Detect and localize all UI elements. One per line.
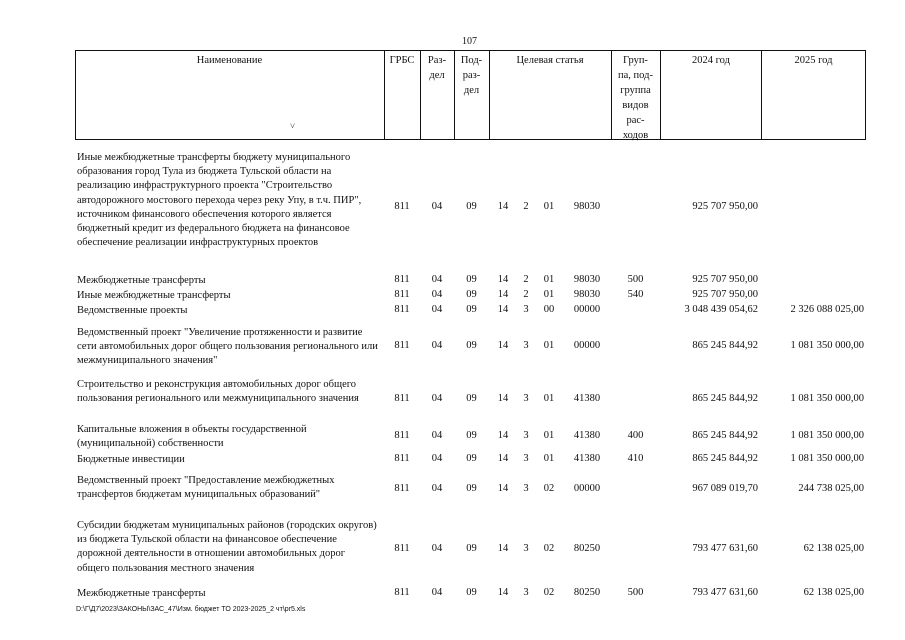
- cell-y2025: 62 138 025,00: [803, 543, 864, 554]
- cell-y2024: 865 245 844,92: [692, 340, 758, 351]
- cell-cs2: 3: [523, 430, 529, 441]
- cell-y2024: 865 245 844,92: [692, 430, 758, 441]
- cell-vr: 540: [627, 289, 644, 300]
- cell-grbs: 811: [394, 587, 410, 598]
- cell-rz: 04: [431, 274, 443, 285]
- cell-y2024: 793 477 631,60: [692, 543, 758, 554]
- cell-grbs: 811: [394, 201, 410, 212]
- cell-cs4: 98030: [573, 201, 601, 212]
- cell-vr: 500: [627, 274, 644, 285]
- cell-cs3: 01: [543, 453, 555, 464]
- header-bottom-border: [75, 139, 866, 140]
- cell-y2025: 1 081 350 000,00: [790, 430, 864, 441]
- cell-cs4: 98030: [573, 289, 601, 300]
- cell-rz: 04: [431, 201, 443, 212]
- cell-pr: 09: [466, 304, 477, 315]
- header-target: Целевая статья: [516, 55, 584, 66]
- cell-cs2: 3: [523, 543, 529, 554]
- cell-grbs: 811: [394, 453, 410, 464]
- cell-cs3: 01: [543, 274, 555, 285]
- cell-cs1: 14: [497, 340, 509, 351]
- row-name: Ведомственный проект "Предоставление межбюджетных трансфертов бюджетам муниципальных образований": [77, 475, 335, 501]
- cell-cs2: 3: [523, 340, 529, 351]
- header-mark: ˅: [290, 121, 296, 131]
- cell-rz: 04: [431, 393, 443, 404]
- cell-rz: 04: [431, 340, 443, 351]
- cell-cs3: 01: [543, 430, 555, 441]
- cell-pr: 09: [466, 274, 477, 285]
- cell-grbs: 811: [394, 289, 410, 300]
- cell-cs1: 14: [497, 201, 509, 212]
- cell-y2025: 2 326 088 025,00: [790, 304, 864, 315]
- cell-y2025: 1 081 350 000,00: [790, 340, 864, 351]
- row-name: Иные межбюджетные трансферты бюджету муниципального образования город Тула из бюджета Тульской области на реализацию инфраструктурного проекта "Строительство автодорожного мостового перехода через реку Упу, в т.ч. ПИР", источником финансового обеспечения которого является бюджетный кредит из федерального бюджета на финансовое обеспечение реализации инфраструктурных проектов: [77, 152, 362, 249]
- cell-y2024: 925 707 950,00: [692, 201, 758, 212]
- row-name: Межбюджетные трансферты: [77, 275, 206, 286]
- cell-cs4: 41380: [573, 453, 601, 464]
- cell-cs2: 3: [523, 393, 529, 404]
- cell-rz: 04: [431, 289, 443, 300]
- header-2025: 2025 год: [794, 55, 833, 66]
- cell-y2025: 62 138 025,00: [803, 587, 864, 598]
- table-header: [75, 50, 866, 140]
- cell-cs3: 01: [543, 340, 555, 351]
- cell-y2024: 3 048 439 054,62: [684, 304, 758, 315]
- cell-cs4: 98030: [573, 274, 601, 285]
- cell-pr: 09: [466, 430, 477, 441]
- cell-cs3: 02: [543, 543, 555, 554]
- cell-pr: 09: [466, 543, 477, 554]
- row-name: Межбюджетные трансферты: [77, 588, 206, 599]
- cell-cs2: 3: [523, 304, 529, 315]
- cell-grbs: 811: [394, 483, 410, 494]
- cell-cs4: 00000: [573, 304, 601, 315]
- cell-cs1: 14: [497, 304, 509, 315]
- file-path-footer: D:\Г\Д7\2023\ЗАКОНЫ\ЗАС_47\Изм. бюджет ТО 2023-2025_2 чт\pr5.xls: [76, 606, 306, 613]
- row-name: Строительство и реконструкция автомобильных дорог общего пользования регионального или межмуниципального значения: [77, 379, 359, 405]
- cell-cs2: 3: [523, 453, 529, 464]
- cell-rz: 04: [431, 483, 443, 494]
- cell-cs4: 80250: [573, 543, 601, 554]
- cell-rz: 04: [431, 543, 443, 554]
- cell-pr: 09: [466, 483, 477, 494]
- cell-rz: 04: [431, 304, 443, 315]
- cell-y2024: 925 707 950,00: [692, 289, 758, 300]
- header-group: Груп- па, под- группа видов рас- ходов: [618, 55, 653, 141]
- cell-cs1: 14: [497, 393, 509, 404]
- cell-cs1: 14: [497, 430, 509, 441]
- row-name: Бюджетные инвестиции: [77, 454, 185, 465]
- cell-cs3: 01: [543, 289, 555, 300]
- cell-cs4: 80250: [573, 587, 601, 598]
- cell-grbs: 811: [394, 393, 410, 404]
- cell-cs2: 3: [523, 483, 529, 494]
- cell-grbs: 811: [394, 543, 410, 554]
- cell-cs1: 14: [497, 453, 509, 464]
- cell-cs2: 2: [523, 274, 529, 285]
- cell-cs1: 14: [497, 543, 509, 554]
- header-name: Наименование: [196, 55, 263, 66]
- cell-cs3: 02: [543, 483, 555, 494]
- cell-pr: 09: [466, 587, 477, 598]
- cell-rz: 04: [431, 430, 443, 441]
- cell-cs3: 01: [543, 201, 555, 212]
- cell-cs1: 14: [497, 274, 509, 285]
- header-top-border: [75, 50, 866, 51]
- cell-grbs: 811: [394, 430, 410, 441]
- cell-pr: 09: [466, 340, 477, 351]
- row-name: Ведомственные проекты: [77, 305, 188, 316]
- cell-y2025: 1 081 350 000,00: [790, 393, 864, 404]
- cell-y2024: 865 245 844,92: [692, 453, 758, 464]
- cell-cs2: 2: [523, 201, 529, 212]
- header-podrazdel: Под- раз- дел: [460, 55, 483, 96]
- header-2024: 2024 год: [692, 55, 730, 66]
- cell-cs4: 00000: [573, 340, 601, 351]
- cell-y2025: 1 081 350 000,00: [790, 453, 864, 464]
- row-name: Ведомственный проект "Увеличение протяженности и развитие сети автомобильных дорог общего пользования регионального или межмуниципального значения": [77, 327, 378, 367]
- cell-cs2: 3: [523, 587, 529, 598]
- cell-y2024: 865 245 844,92: [692, 393, 758, 404]
- cell-y2024: 793 477 631,60: [692, 587, 758, 598]
- cell-y2025: 244 738 025,00: [798, 483, 864, 494]
- cell-vr: 400: [627, 430, 644, 441]
- header-razdel: Раз- дел: [427, 55, 447, 81]
- cell-vr: 500: [627, 587, 644, 598]
- row-name: Капитальные вложения в объекты государственной (муниципальной) собственности: [77, 424, 307, 450]
- cell-cs3: 01: [543, 393, 555, 404]
- cell-cs1: 14: [497, 483, 509, 494]
- cell-grbs: 811: [394, 274, 410, 285]
- row-name: Иные межбюджетные трансферты: [77, 290, 231, 301]
- cell-pr: 09: [466, 393, 477, 404]
- cell-cs1: 14: [497, 587, 509, 598]
- cell-grbs: 811: [394, 340, 410, 351]
- cell-cs4: 41380: [573, 430, 601, 441]
- cell-cs1: 14: [497, 289, 509, 300]
- cell-cs2: 2: [523, 289, 529, 300]
- header-divider: [865, 50, 866, 140]
- cell-grbs: 811: [394, 304, 410, 315]
- cell-pr: 09: [466, 201, 477, 212]
- header-grbs: ГРБС: [389, 55, 415, 66]
- cell-pr: 09: [466, 289, 477, 300]
- cell-pr: 09: [466, 453, 477, 464]
- cell-rz: 04: [431, 587, 443, 598]
- cell-rz: 04: [431, 453, 443, 464]
- cell-y2024: 967 089 019,70: [692, 483, 758, 494]
- cell-cs4: 41380: [573, 393, 601, 404]
- cell-y2024: 925 707 950,00: [692, 274, 758, 285]
- cell-vr: 410: [627, 453, 644, 464]
- cell-cs3: 02: [543, 587, 555, 598]
- cell-cs4: 00000: [573, 483, 601, 494]
- cell-cs3: 00: [543, 304, 555, 315]
- page-number: 107: [462, 36, 477, 47]
- row-name: Субсидии бюджетам муниципальных районов (городских округов) из бюджета Тульской области на финансовое обеспечение дорожной деятельности в отношении автомобильных дорог общего пользования местного значения: [77, 520, 377, 574]
